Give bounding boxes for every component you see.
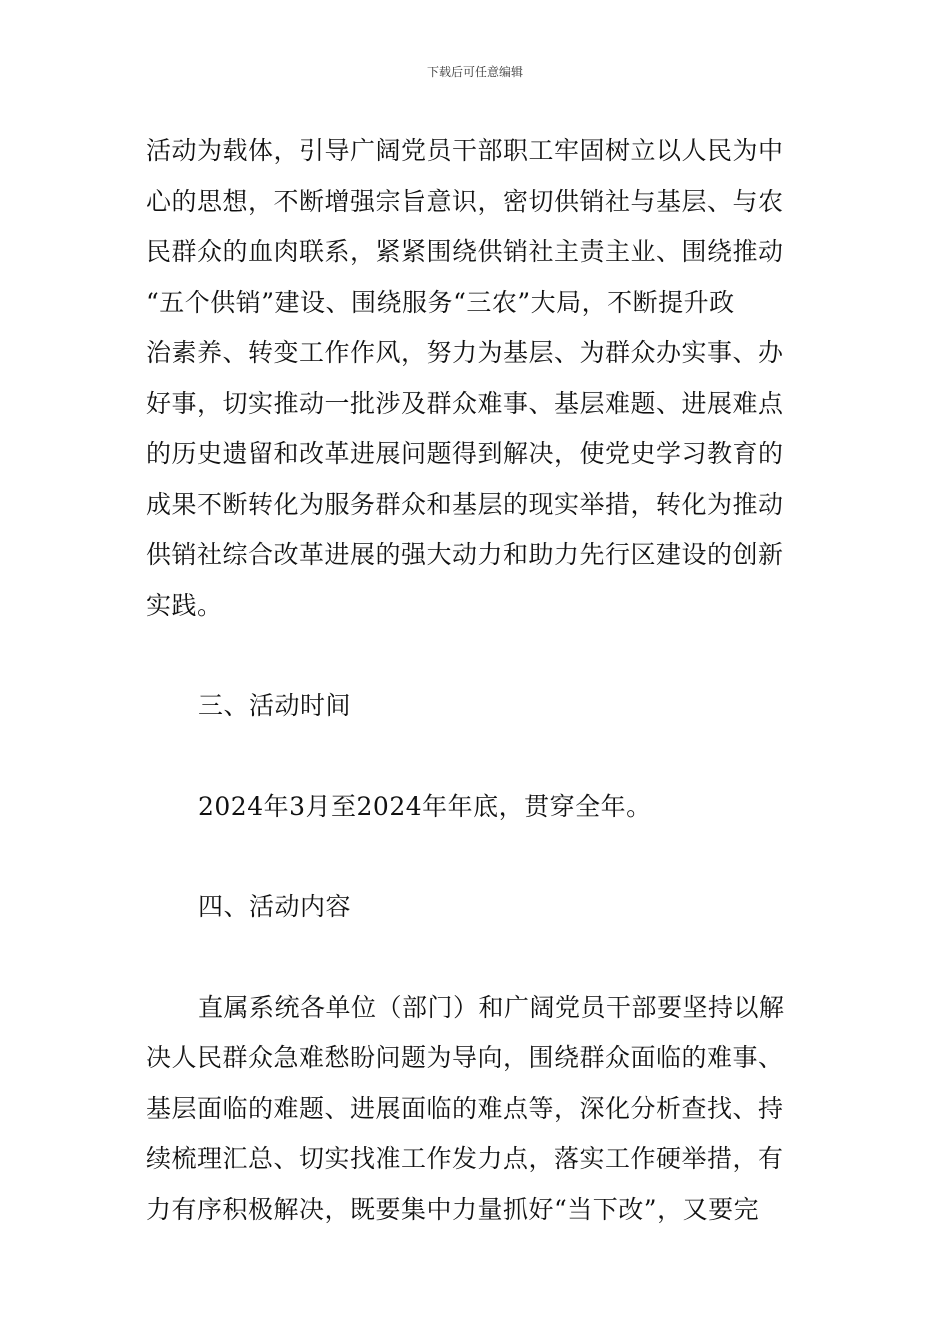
text-line: “五个供销”建设、围绕服务“三农”大局，不断提升政 bbox=[146, 287, 735, 317]
paragraph-activity-time: 2024年3月至2024年年底，贯穿全年。 bbox=[198, 791, 652, 821]
text-line: 直属系统各单位（部门）和广阔党员干部要坚持以解 bbox=[198, 992, 785, 1022]
text-line: 成果不断转化为服务群众和基层的现实举措，转化为推动 bbox=[146, 489, 784, 519]
text-line: 的历史遗留和改革进展问题得到解决，使党史学习教育的 bbox=[146, 439, 784, 468]
paragraph-activity-content bbox=[146, 983, 811, 1236]
text-line: 好事，切实推动一批涉及群众难事、基层难题、进展难点 bbox=[146, 388, 784, 418]
text-line: 民群众的血肉联系，紧紧围绕供销社主责主业、围绕推动 bbox=[146, 237, 784, 266]
text-line: 治素养、转变工作作风，努力为基层、为群众办实事、办 bbox=[146, 338, 784, 367]
paragraph-activity-purpose bbox=[146, 126, 811, 631]
text-line: 决人民群众急难愁盼问题为导向，围绕群众面临的难事、 bbox=[146, 1043, 784, 1072]
document-body bbox=[146, 126, 811, 1235]
text-line: 供销社综合改革进展的强大动力和助力先行区建设的创新 bbox=[146, 540, 784, 569]
page-header: 下载后可任意编辑 bbox=[426, 65, 523, 79]
text-line: 活动为载体，引导广阔党员干部职工牢固树立以人民为中 bbox=[146, 136, 784, 165]
text-line: 基层面临的难题、进展面临的难点等，深化分析查找、持 bbox=[146, 1093, 784, 1123]
section-heading-activity-content: 四、活动内容 bbox=[198, 892, 352, 921]
section-heading-activity-time: 三、活动时间 bbox=[198, 691, 352, 720]
text-line: 续梳理汇总、切实找准工作发力点，落实工作硬举措，有 bbox=[146, 1144, 784, 1173]
text-line: 力有序积极解决，既要集中力量抓好“当下改”，又要完 bbox=[146, 1194, 760, 1224]
text-line: 实践。 bbox=[146, 590, 223, 620]
text-line: 心的思想，不断增强宗旨意识，密切供销社与基层、与农 bbox=[146, 186, 784, 216]
